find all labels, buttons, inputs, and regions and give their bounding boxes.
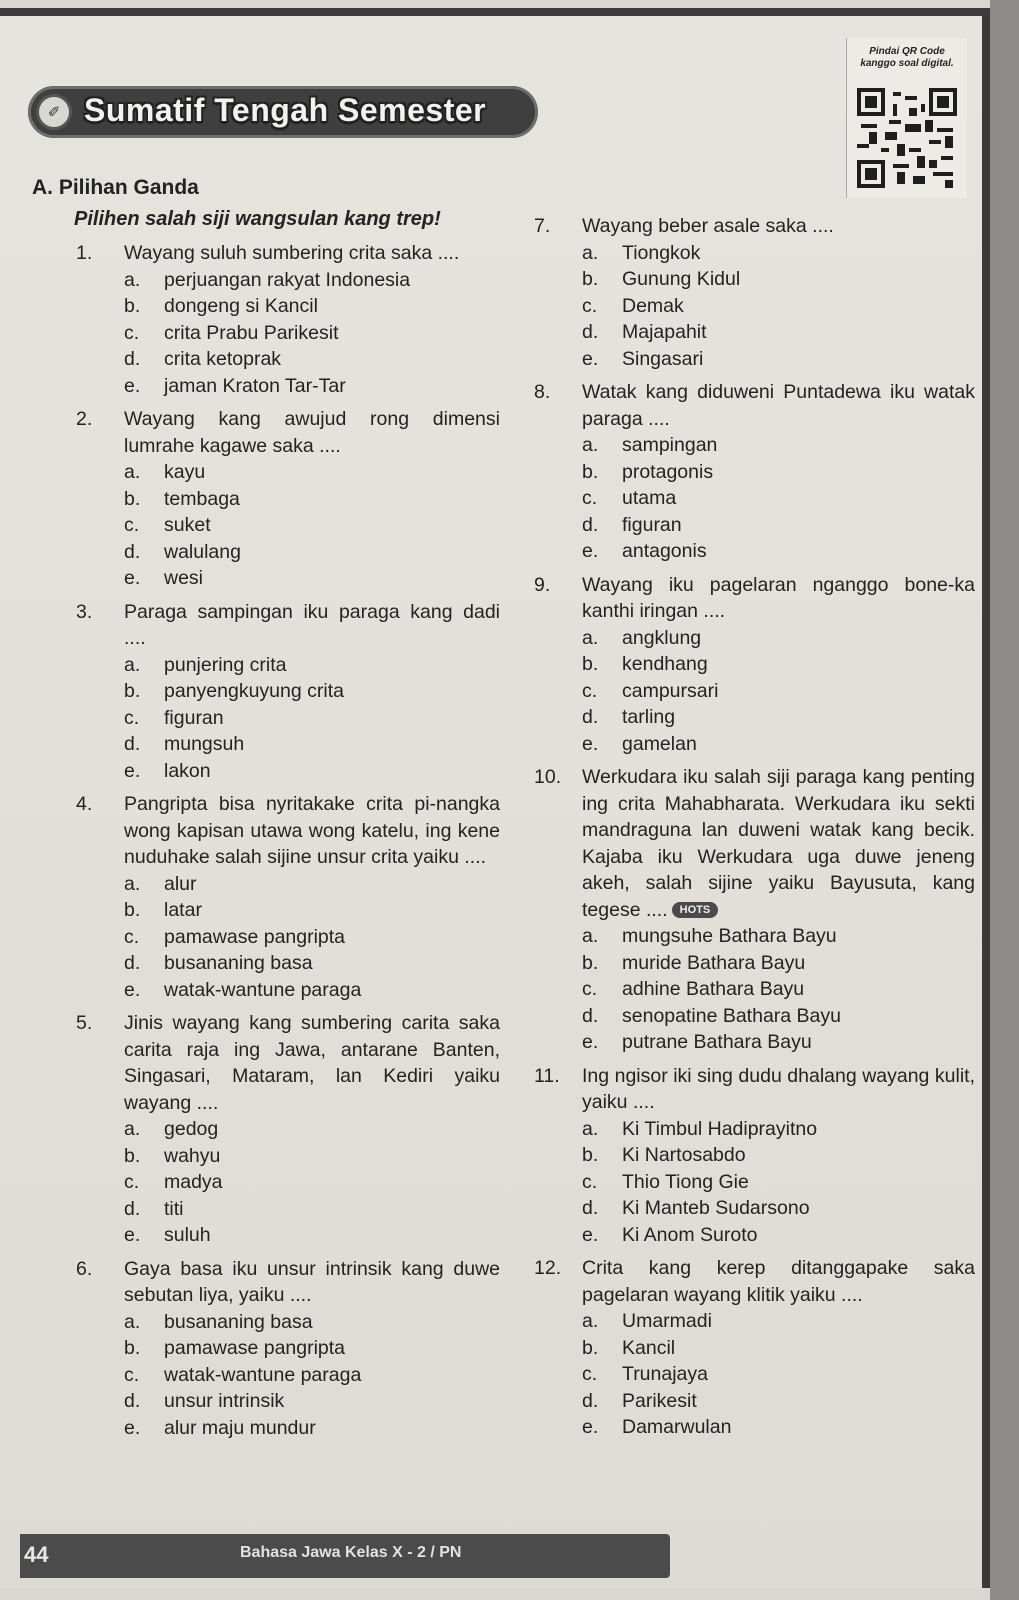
- answer-option[interactable]: [582, 950, 975, 977]
- option-text: gamelan: [622, 732, 697, 755]
- option-text: Singasari: [622, 347, 704, 370]
- question-number: 10.: [534, 766, 562, 788]
- option-text: Majapahit: [622, 321, 707, 343]
- answer-option[interactable]: [124, 1196, 500, 1223]
- question-text-content: Pangripta bisa nyritakake crita pi-nangka wong kapisan utawa wong katelu, ing kene nuduhake salah sijine unsur crita yaiku ....: [124, 793, 500, 868]
- option-letter: b.: [124, 1337, 141, 1359]
- option-letter: c.: [582, 294, 598, 317]
- answer-option[interactable]: [582, 346, 975, 373]
- option-letter: c.: [582, 679, 598, 702]
- answer-option[interactable]: [582, 538, 975, 565]
- question-text: [124, 240, 500, 267]
- hots-badge: HOTS: [672, 902, 719, 918]
- option-text: jaman Kraton Tar-Tar: [164, 374, 346, 397]
- left-question-column: [76, 240, 500, 1448]
- option-letter: e.: [124, 978, 141, 1001]
- option-text: mungsuhe Bathara Bayu: [622, 925, 837, 947]
- question: [76, 406, 500, 592]
- answer-option[interactable]: [582, 1361, 975, 1388]
- option-letter: a.: [582, 925, 599, 947]
- option-text: watak-wantune paraga: [164, 978, 362, 1001]
- option-letter: b.: [124, 295, 141, 317]
- option-letter: d.: [124, 1197, 141, 1220]
- question-text-content: Ing ngisor iki sing dudu dhalang wayang kulit, yaiku ....: [582, 1064, 975, 1113]
- answer-option[interactable]: [582, 1308, 975, 1335]
- answer-option[interactable]: [124, 459, 500, 486]
- question: [76, 599, 500, 785]
- option-text: Umarmadi: [622, 1310, 712, 1332]
- answer-option[interactable]: [124, 539, 500, 566]
- option-text: suket: [164, 514, 211, 536]
- option-text: figuran: [164, 706, 224, 729]
- option-letter: c.: [582, 1170, 598, 1193]
- question-text: [582, 1255, 975, 1308]
- option-text: Kancil: [622, 1336, 676, 1359]
- option-text: muride Bathara Bayu: [622, 951, 806, 974]
- answer-option[interactable]: [582, 319, 975, 346]
- question-text: [124, 406, 500, 459]
- pencil-icon: ✐: [36, 94, 72, 130]
- question-text-content: Paraga sampingan iku paraga kang dadi ....: [124, 600, 500, 649]
- option-text: sampingan: [622, 434, 718, 456]
- question-text-content: Gaya basa iku unsur intrinsik kang duwe sebutan liya, yaiku ....: [124, 1257, 500, 1306]
- option-letter: d.: [124, 540, 141, 563]
- qr-caption-line-1: Pindai QR Code: [869, 46, 945, 57]
- option-text: crita Prabu Parikesit: [164, 321, 339, 344]
- option-letter: e.: [124, 1416, 141, 1439]
- question-number: 8.: [534, 381, 551, 403]
- option-letter: b.: [582, 951, 599, 974]
- option-letter: c.: [124, 1363, 140, 1386]
- answer-option[interactable]: [582, 704, 975, 731]
- page-number: 44: [24, 1542, 49, 1567]
- option-letter: c.: [582, 1363, 598, 1385]
- option-text: Trunajaya: [622, 1363, 708, 1385]
- option-text: punjering crita: [164, 653, 287, 676]
- option-text: panyengkuyung crita: [164, 680, 344, 702]
- option-letter: b.: [124, 487, 141, 510]
- option-letter: e.: [124, 374, 141, 397]
- option-letter: b.: [582, 1336, 599, 1359]
- answer-options: [582, 1308, 975, 1441]
- question: [534, 1255, 975, 1441]
- question-text: [582, 764, 975, 923]
- option-text: senopatine Bathara Bayu: [622, 1004, 841, 1027]
- answer-options: [124, 652, 500, 785]
- option-text: madya: [164, 1171, 223, 1193]
- answer-option[interactable]: [124, 293, 500, 320]
- option-letter: b.: [124, 899, 141, 921]
- option-letter: e.: [582, 347, 599, 370]
- option-letter: a.: [582, 241, 599, 264]
- option-letter: c.: [124, 706, 140, 729]
- qr-code-icon[interactable]: [857, 88, 957, 188]
- option-text: suluh: [164, 1224, 211, 1246]
- question-text-content: Wayang beber asale saka ....: [582, 215, 834, 237]
- option-letter: e.: [124, 759, 141, 782]
- qr-caption-line-2: kanggo soal digital.: [860, 58, 954, 69]
- option-text: latar: [164, 899, 202, 921]
- answer-option[interactable]: [124, 705, 500, 732]
- answer-option[interactable]: [582, 485, 975, 512]
- answer-options: [582, 923, 975, 1056]
- banner-title: Sumatif Tengah Semester: [84, 92, 487, 128]
- option-letter: e.: [582, 1416, 599, 1438]
- answer-option[interactable]: [582, 1335, 975, 1362]
- option-letter: e.: [582, 732, 599, 755]
- question-number: 6.: [76, 1257, 93, 1280]
- option-text: Gunung Kidul: [622, 268, 741, 290]
- option-text: mungsuh: [164, 733, 245, 755]
- option-text: antagonis: [622, 540, 707, 562]
- question-number: 5.: [76, 1012, 93, 1034]
- answer-options: [124, 267, 500, 400]
- question-text: [582, 572, 975, 625]
- option-text: watak-wantune paraga: [164, 1363, 362, 1386]
- answer-option[interactable]: [582, 1388, 975, 1415]
- answer-option[interactable]: [124, 897, 500, 924]
- qr-caption: [847, 46, 967, 70]
- answer-option[interactable]: [124, 565, 500, 592]
- option-text: Ki Timbul Hadiprayitno: [622, 1117, 818, 1140]
- answer-option[interactable]: [582, 1169, 975, 1196]
- answer-option[interactable]: [124, 871, 500, 898]
- option-letter: a.: [124, 1118, 141, 1140]
- option-text: putrane Bathara Bayu: [622, 1031, 812, 1053]
- option-letter: d.: [124, 952, 141, 974]
- answer-option[interactable]: [582, 293, 975, 320]
- question-text: [582, 379, 975, 432]
- option-letter: b.: [124, 680, 141, 702]
- option-letter: d.: [582, 1197, 599, 1219]
- option-letter: b.: [124, 1144, 141, 1167]
- worksheet-page: [0, 8, 990, 1588]
- option-text: Ki Nartosabdo: [622, 1144, 746, 1166]
- option-text: Damarwulan: [622, 1416, 732, 1438]
- option-letter: c.: [124, 925, 140, 948]
- answer-option[interactable]: [582, 625, 975, 652]
- answer-option[interactable]: [124, 512, 500, 539]
- option-letter: b.: [582, 460, 599, 483]
- answer-options: [124, 871, 500, 1004]
- section-title: A. Pilihan Ganda: [32, 176, 199, 199]
- option-text: dongeng si Kancil: [164, 295, 318, 317]
- page-edge-shadow: [990, 0, 1019, 1600]
- question-text: [124, 1010, 500, 1116]
- option-letter: c.: [124, 514, 140, 536]
- option-text: kayu: [164, 461, 206, 483]
- option-text: alur: [164, 872, 197, 895]
- answer-option[interactable]: [124, 652, 500, 679]
- answer-option[interactable]: [582, 651, 975, 678]
- answer-option[interactable]: [124, 1335, 500, 1362]
- answer-option[interactable]: [124, 346, 500, 373]
- answer-options: [124, 1309, 500, 1442]
- answer-option[interactable]: [124, 924, 500, 951]
- answer-option[interactable]: [124, 678, 500, 705]
- option-letter: a.: [124, 872, 141, 895]
- question: [534, 572, 975, 758]
- answer-option[interactable]: [582, 1003, 975, 1030]
- answer-option[interactable]: [582, 923, 975, 950]
- option-text: crita ketoprak: [164, 348, 282, 370]
- option-letter: a.: [582, 626, 599, 649]
- question-number: 11.: [534, 1064, 560, 1087]
- option-letter: a.: [582, 1310, 599, 1332]
- instruction-text: Pilihen salah siji wangsulan kang trep!: [74, 208, 441, 230]
- option-text: Demak: [622, 294, 684, 317]
- option-letter: a.: [582, 434, 599, 456]
- question: [76, 791, 500, 1003]
- option-text: adhine Bathara Bayu: [622, 978, 805, 1000]
- question-number: 12.: [534, 1257, 562, 1279]
- option-letter: e.: [582, 1223, 599, 1246]
- option-text: perjuangan rakyat Indonesia: [164, 268, 411, 291]
- question-text: [124, 599, 500, 652]
- question: [76, 1256, 500, 1442]
- answer-options: [582, 240, 975, 373]
- option-text: walulang: [164, 540, 241, 563]
- question-number: 9.: [534, 573, 551, 596]
- question-text-content: Wayang suluh sumbering crita saka ....: [124, 242, 460, 264]
- question-number: 4.: [76, 793, 93, 815]
- answer-option[interactable]: [124, 1362, 500, 1389]
- option-text: utama: [622, 487, 677, 509]
- answer-option[interactable]: [582, 512, 975, 539]
- answer-option[interactable]: [582, 1142, 975, 1169]
- answer-option[interactable]: [124, 1222, 500, 1249]
- answer-option[interactable]: [582, 432, 975, 459]
- answer-option[interactable]: [582, 240, 975, 267]
- option-letter: a.: [124, 268, 141, 291]
- answer-option[interactable]: [124, 1309, 500, 1336]
- option-text: Parikesit: [622, 1389, 697, 1412]
- option-letter: e.: [582, 540, 599, 562]
- option-text: gedog: [164, 1118, 219, 1140]
- option-letter: e.: [124, 1224, 141, 1246]
- option-text: pamawase pangripta: [164, 1337, 346, 1359]
- answer-option[interactable]: [124, 1415, 500, 1442]
- option-letter: e.: [124, 567, 141, 589]
- option-text: protagonis: [622, 460, 714, 483]
- option-letter: c.: [124, 1171, 140, 1193]
- answer-option[interactable]: [124, 1116, 500, 1143]
- question-text: [582, 1063, 975, 1116]
- option-text: alur maju mundur: [164, 1416, 316, 1439]
- answer-option[interactable]: [124, 267, 500, 294]
- answer-option[interactable]: [582, 266, 975, 293]
- option-text: campursari: [622, 679, 719, 702]
- option-letter: c.: [582, 978, 598, 1000]
- answer-option[interactable]: [582, 731, 975, 758]
- question-number: 7.: [534, 215, 551, 237]
- answer-option[interactable]: [582, 1195, 975, 1222]
- option-letter: d.: [582, 706, 599, 728]
- answer-option[interactable]: [582, 678, 975, 705]
- option-text: wahyu: [164, 1144, 221, 1167]
- answer-options: [124, 1116, 500, 1249]
- answer-options: [582, 1116, 975, 1249]
- question-number: 1.: [76, 242, 93, 264]
- option-letter: d.: [582, 513, 599, 536]
- question-text: [124, 791, 500, 871]
- option-letter: b.: [582, 1144, 599, 1166]
- option-text: angklung: [622, 626, 702, 649]
- option-letter: d.: [582, 1389, 599, 1412]
- option-letter: c.: [582, 487, 598, 509]
- option-text: lakon: [164, 759, 211, 782]
- question-text-content: Crita kang kerep ditanggapake saka pagelaran wayang klitik yaiku ....: [582, 1257, 975, 1306]
- answer-option[interactable]: [124, 731, 500, 758]
- question: [76, 1010, 500, 1249]
- question: [534, 379, 975, 565]
- option-text: Thio Tiong Gie: [622, 1170, 749, 1193]
- answer-option[interactable]: [582, 976, 975, 1003]
- answer-option[interactable]: [124, 1388, 500, 1415]
- question-text-content: Watak kang diduweni Puntadewa iku watak paraga ....: [582, 381, 975, 430]
- answer-option[interactable]: [124, 320, 500, 347]
- option-text: unsur intrinsik: [164, 1390, 285, 1412]
- question-text-content: Wayang iku pagelaran nganggo bone-ka kanthi iringan ....: [582, 573, 975, 622]
- option-letter: e.: [582, 1031, 599, 1053]
- answer-option[interactable]: [124, 1143, 500, 1170]
- question: [534, 764, 975, 1056]
- answer-option[interactable]: [582, 1222, 975, 1249]
- answer-options: [582, 625, 975, 758]
- question-number: 3.: [76, 600, 93, 623]
- option-text: busananing basa: [164, 952, 313, 974]
- answer-option[interactable]: [124, 758, 500, 785]
- option-letter: d.: [124, 1390, 141, 1412]
- option-text: Ki Anom Suroto: [622, 1223, 758, 1246]
- answer-option[interactable]: [124, 373, 500, 400]
- option-letter: b.: [582, 268, 599, 290]
- option-letter: d.: [124, 348, 141, 370]
- option-letter: a.: [124, 653, 141, 676]
- question: [534, 213, 975, 372]
- option-letter: d.: [582, 321, 599, 343]
- option-letter: a.: [124, 1310, 141, 1333]
- question-text-content: Werkudara iku salah siji paraga kang penting ing crita Mahabharata. Werkudara iku sekti mandraguna lan duweni watak kang becik. Kajaba iku Werkudara uga duwe jeneng akeh, salah sijine yaiku Bayusuta, kang tegese ....: [582, 766, 975, 921]
- answer-options: [582, 432, 975, 565]
- qr-block: [846, 38, 967, 198]
- answer-option[interactable]: [582, 1414, 975, 1441]
- question-text-content: Wayang kang awujud rong dimensi lumrahe kagawe saka ....: [124, 408, 500, 457]
- answer-options: [124, 459, 500, 592]
- option-text: kendhang: [622, 653, 708, 675]
- option-text: busananing basa: [164, 1310, 313, 1333]
- option-letter: a.: [124, 461, 141, 483]
- option-letter: b.: [582, 653, 599, 675]
- question-text: [124, 1256, 500, 1309]
- option-text: titi: [164, 1197, 184, 1220]
- answer-option[interactable]: [124, 486, 500, 513]
- answer-option[interactable]: [124, 1169, 500, 1196]
- answer-option[interactable]: [124, 950, 500, 977]
- option-letter: a.: [582, 1117, 599, 1140]
- option-text: Tiongkok: [622, 241, 701, 264]
- footer-title: Bahasa Jawa Kelas X - 2 / PN: [240, 1544, 462, 1561]
- answer-option[interactable]: [124, 977, 500, 1004]
- option-text: pamawase pangripta: [164, 925, 346, 948]
- option-text: wesi: [164, 567, 204, 589]
- option-text: figuran: [622, 513, 682, 536]
- answer-option[interactable]: [582, 1116, 975, 1143]
- question: [76, 240, 500, 399]
- option-text: tarling: [622, 706, 676, 728]
- question-text: [582, 213, 975, 240]
- option-text: tembaga: [164, 487, 240, 510]
- top-border: [0, 8, 990, 16]
- answer-option[interactable]: [582, 1029, 975, 1056]
- option-letter: d.: [582, 1004, 599, 1027]
- question: [534, 1063, 975, 1249]
- question-number: 2.: [76, 408, 93, 430]
- option-letter: d.: [124, 733, 141, 755]
- right-question-column: [534, 213, 975, 1448]
- answer-option[interactable]: [582, 459, 975, 486]
- section-banner: [28, 86, 538, 138]
- question-text-content: Jinis wayang kang sumbering carita saka carita raja ing Jawa, antarane Banten, Singasari, Mataram, lan Kediri yaiku wayang ....: [124, 1012, 500, 1114]
- option-text: Ki Manteb Sudarsono: [622, 1197, 810, 1219]
- option-letter: c.: [124, 321, 140, 344]
